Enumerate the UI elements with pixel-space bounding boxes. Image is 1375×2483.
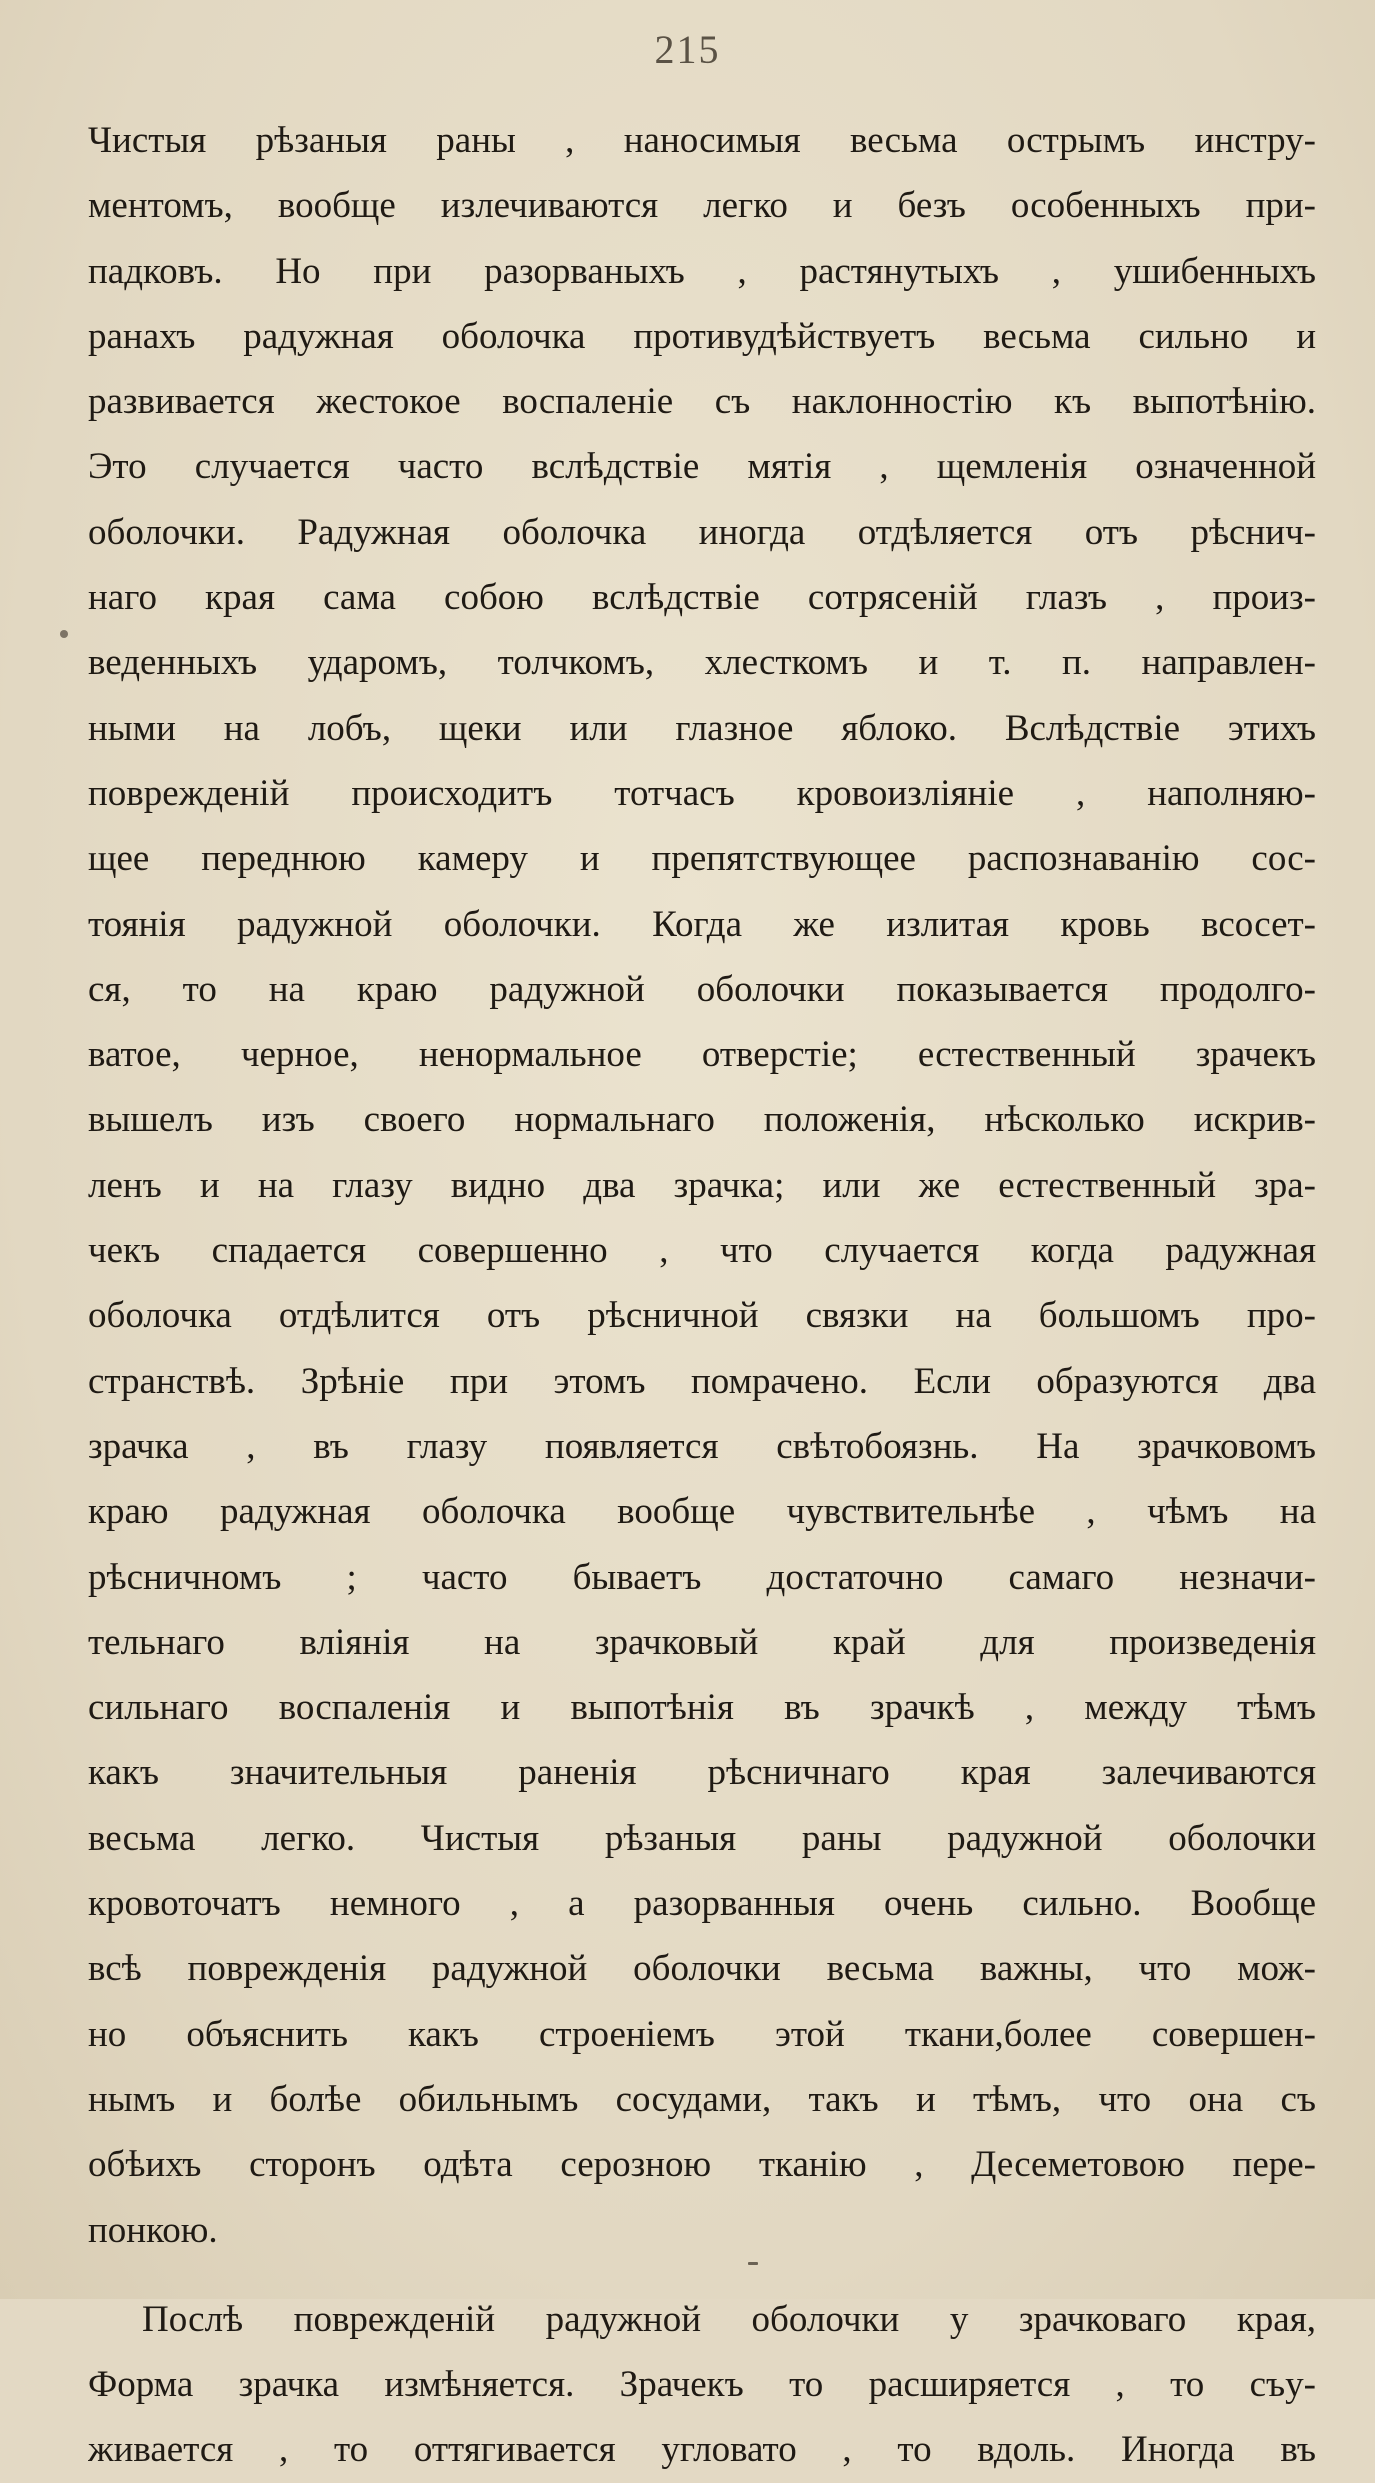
text-line: краю радужная оболочка вообще чувствительнѣе , чѣмъ на [88,1491,1316,1533]
text-line: живается , то оттягивается угловато , то вдоль. Иногда въ [88,2429,1316,2471]
paragraph [88,108,1316,2263]
text-line: всѣ поврежденія радужной оболочки весьма важны, что мож- [88,1948,1316,1990]
text-line: оболочка отдѣлится отъ рѣсничной связки на большомъ про- [88,1295,1316,1337]
text-line: тельнаго вліянія на зрачковый край для произведенія [88,1621,1316,1663]
text-line: ментомъ, вообще излечиваются легко и безъ особенныхъ при- [88,185,1316,227]
paragraph [88,2287,1316,2483]
text-line: рѣсничномъ ; часто бываетъ достаточно самаго незначи- [88,1556,1316,1598]
text-line: оболочки. Радужная оболочка иногда отдѣляется отъ рѣснич- [88,511,1316,553]
text-line: падковъ. Но при разорваныхъ , растянутыхъ , ушибенныхъ [88,250,1316,292]
text-line: Форма зрачка измѣняется. Зрачекъ то расширяется , то съу- [88,2364,1316,2406]
text-line: ранахъ радужная оболочка противудѣйствуетъ весьма сильно и [88,315,1316,357]
footer-ink-mark [748,2262,758,2265]
text-line: вышелъ изъ своего нормальнаго положенія, нѣсколько искрив- [88,1099,1316,1141]
paragraph-gap [88,2263,1316,2287]
text-line: поврежденій происходитъ тотчасъ кровоизліяніе , наполняю- [88,772,1316,814]
text-line: веденныхъ ударомъ, толчкомъ, хлесткомъ и т. п. направлен- [88,642,1316,684]
text-line: странствѣ. Зрѣніе при этомъ помрачено. Если образуются два [88,1360,1316,1402]
margin-ink-mark [60,630,68,638]
text-line: понкою. [88,2209,218,2251]
text-line: Это случается часто вслѣдствіе мятія , щемленія означенной [88,446,1316,488]
text-line: обѣихъ сторонъ одѣта серозною тканію , Десеметовою пере- [88,2144,1316,2186]
body-text [88,108,1316,2483]
text-line: ными на лобъ, щеки или глазное яблоко. Вслѣдствіе этихъ [88,707,1316,749]
text-line: щее переднюю камеру и препятствующее распознаванію сос- [88,838,1316,880]
text-line: тоянія радужной оболочки. Когда же излитая кровь всосет- [88,903,1316,945]
text-line: весьма легко. Чистыя рѣзаныя раны радужной оболочки [88,1817,1316,1859]
text-line: кровоточатъ немного , а разорванныя очень сильно. Вообще [88,1883,1316,1925]
text-line: ленъ и на глазу видно два зрачка; или же естественный зра- [88,1164,1316,1206]
text-line: нымъ и болѣе обильнымъ сосудами, такъ и тѣмъ, что она съ [88,2078,1316,2120]
text-line: ватое, черное, ненормальное отверстіе; естественный зрачекъ [88,1034,1316,1076]
text-line: но объяснить какъ строеніемъ этой ткани,более совершен- [88,2013,1316,2055]
text-line: зрачка , въ глазу появляется свѣтобоязнь. На зрачковомъ [88,1425,1316,1467]
text-line: какъ значительныя раненія рѣсничнаго края залечиваются [88,1752,1316,1794]
text-line: сильнаго воспаленія и выпотѣнія въ зрачкѣ , между тѣмъ [88,1687,1316,1729]
text-line: развивается жестокое воспаленіе съ наклонностію къ выпотѣнію. [88,381,1316,423]
text-line: ся, то на краю радужной оболочки показывается продолго- [88,968,1316,1010]
text-line: чекъ спадается совершенно , что случается когда радужная [88,1230,1316,1272]
page-number: 215 [654,27,721,72]
text-line: Послѣ поврежденій радужной оболочки у зрачковаго края, [142,2298,1316,2340]
text-line: Чистыя рѣзаныя раны , наносимыя весьма острымъ инстру- [88,120,1316,161]
text-line: наго края сама собою вслѣдствіе сотрясеній глазъ , произ- [88,577,1316,619]
